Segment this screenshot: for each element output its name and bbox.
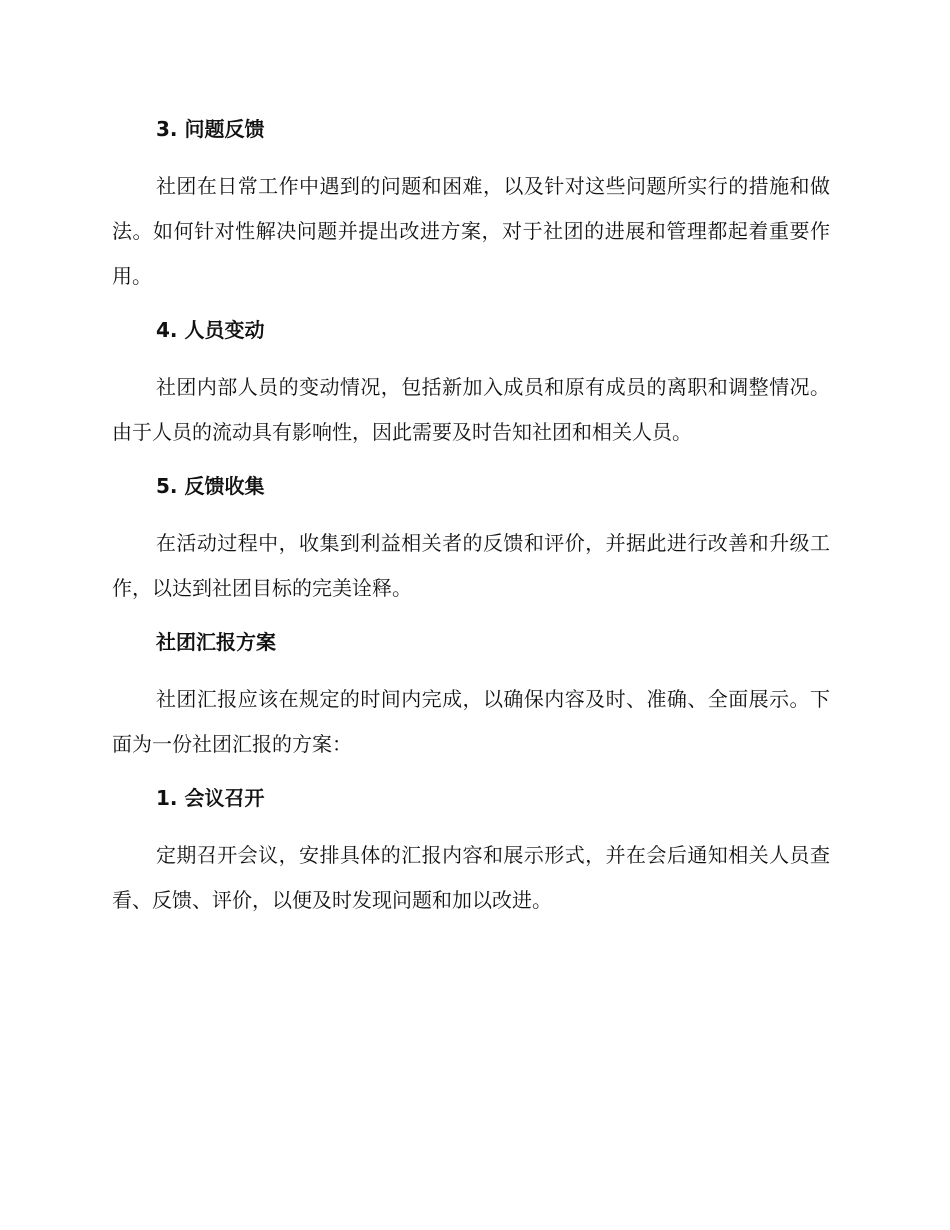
document-body (112, 112, 830, 923)
section-problem-feedback (112, 112, 830, 313)
section-paragraph: 社团在日常工作中遇到的问题和困难，以及针对这些问题所实行的措施和做法。如何针对性解决问题并提出改进方案，对于社团的进展和管理都起着重要作用。 (112, 174, 830, 288)
section-report-plan (112, 625, 830, 781)
section-paragraph: 社团内部人员的变动情况，包括新加入成员和原有成员的离职和调整情况。由于人员的流动具有影响性，因此需要及时告知社团和相关人员。 (112, 375, 830, 444)
section-heading: 社团汇报方案 (156, 630, 276, 654)
section-heading: 4. 人员变动 (156, 318, 265, 342)
section-paragraph: 在活动过程中，收集到利益相关者的反馈和评价，并据此进行改善和升级工作，以达到社团目标的完美诠释。 (112, 531, 830, 600)
section-meeting (112, 781, 830, 923)
section-paragraph: 社团汇报应该在规定的时间内完成，以确保内容及时、准确、全面展示。下面为一份社团汇报的方案： (112, 687, 830, 756)
section-feedback-collection (112, 469, 830, 625)
section-paragraph: 定期召开会议，安排具体的汇报内容和展示形式，并在会后通知相关人员查看、反馈、评价，以便及时发现问题和加以改进。 (112, 843, 830, 912)
section-staff-changes (112, 313, 830, 469)
section-heading: 3. 问题反馈 (156, 117, 265, 141)
section-heading: 5. 反馈收集 (156, 474, 265, 498)
section-heading: 1. 会议召开 (156, 786, 265, 810)
